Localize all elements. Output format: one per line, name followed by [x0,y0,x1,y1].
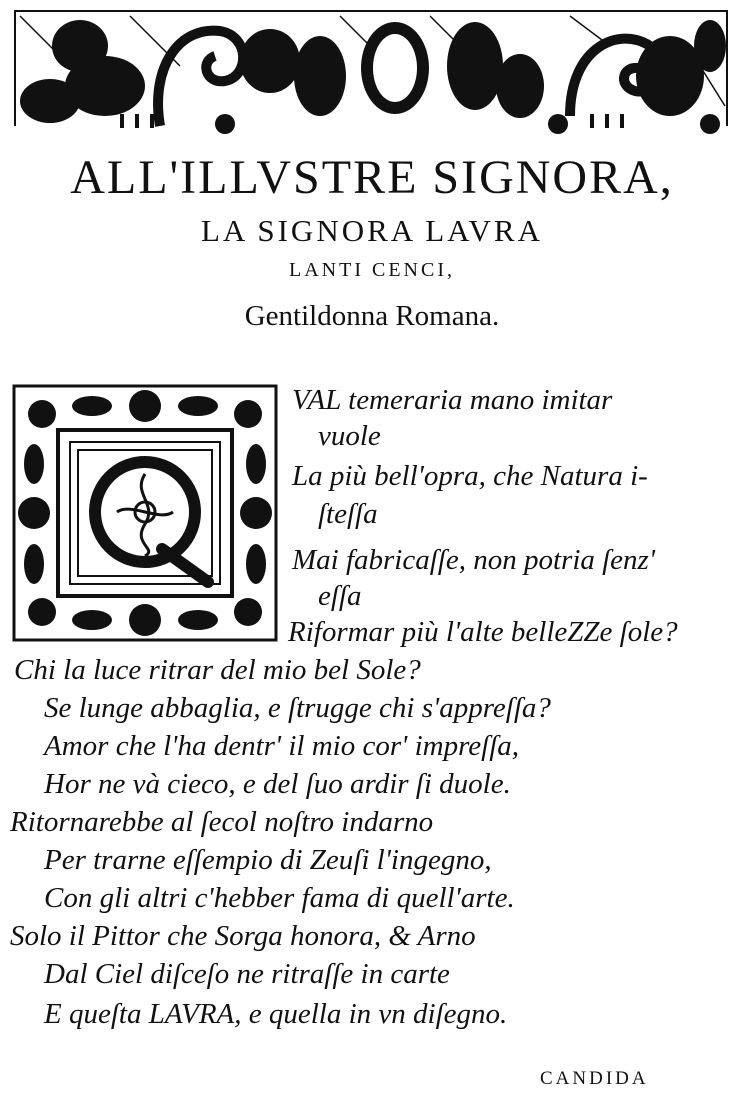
poem-line: La più bell'opra, che Natura i- [292,460,648,492]
poem-line: Chi la luce ritrar del mio bel Sole? [14,654,421,686]
poem-line: Ritornarebbe al ſecol noſtro indarno [10,806,434,838]
dedication-subtitle: Gentildonna Romana. [244,300,500,332]
poem-line: vuole [318,420,381,452]
dedication-surname: LANTI CENCI, [289,259,455,281]
poem-line: Amor che l'ha dentr' il mio cor' impreſſa, [44,730,520,762]
poem-line: Con gli altri c'hebber fama di quell'arte. [44,882,515,914]
poem-line: Mai fabricaſſe, non potria ſenz' [292,544,656,576]
dedication-title: ALL'ILLVSTRE SIGNORA, [70,151,674,204]
poem-line: E queſta LAVRA, e quella in vn diſegno. [44,998,508,1030]
poem-line: Riformar più l'alte belleZZe ſole? [288,616,678,648]
poem-line: eſſa [318,580,362,612]
poem-line: Hor ne và cieco, e del ſuo ardir ſi duole. [44,768,511,800]
poem-line: Dal Ciel diſceſo ne ritraſſe in carte [44,958,450,990]
poem-line: Per trarne eſſempio di Zeuſi l'ingegno, [44,844,492,876]
poem-line: Se lunge abbaglia, e ſtrugge chi s'appreſſa? [44,692,551,724]
dedication-name: LA SIGNORA LAVRA [201,213,543,248]
poem-line: Solo il Pittor che Sorga honora, & Arno [10,920,476,952]
catchword: CANDIDA [540,1068,649,1089]
poem-line: VAL temeraria mano imitar [292,384,613,416]
poem-line: ſteſſa [318,498,378,530]
